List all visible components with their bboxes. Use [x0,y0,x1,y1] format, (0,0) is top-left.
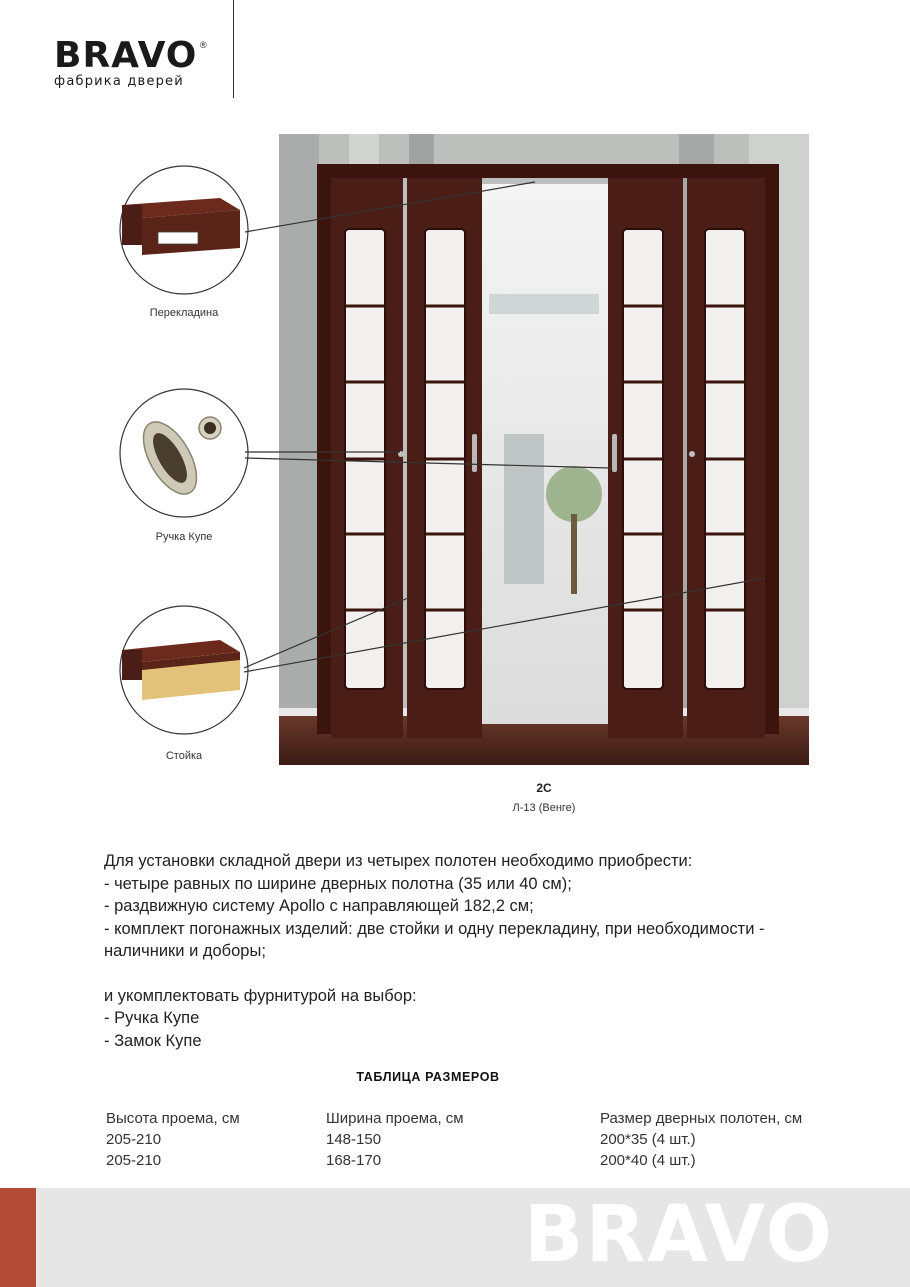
table-header: Высота проема, см [106,1110,240,1127]
table-cell: 205-210 [106,1152,162,1169]
size-table-column-leaf-size [600,1108,802,1171]
table-header: Размер дверных полотен, см [600,1110,803,1127]
size-table-column-width [326,1108,464,1171]
size-table-title: ТАБЛИЦА РАЗМЕРОВ [356,1070,500,1084]
accessories-intro: и укомплектовать фурнитурой на выбор: [104,986,417,1005]
brand-logo [54,35,207,89]
product-model: 2С [536,781,552,795]
coupe-handle-icon [133,413,221,502]
registered-mark: ® [200,40,207,50]
table-cell: 200*40 (4 шт.) [600,1152,696,1169]
description-line: Для установки складной двери из четырех полотен необходимо приобрести: [104,852,693,870]
table-cell: 148-150 [326,1131,382,1148]
callout-label-crossbar: Перекладина [149,307,219,319]
jamb-profile-icon [122,640,240,700]
product-finish: Л-13 (Венге) [512,802,576,814]
brand-name: BRAVO [54,35,198,76]
table-cell: 168-170 [326,1152,382,1169]
table-header: Ширина проема, см [326,1110,464,1127]
description-line: - комплект погонажных изделий: две стойки и одну перекладину, при необходимости - [104,919,765,938]
footer-band [0,1188,910,1287]
accessory-item: - Замок Купе [104,1031,202,1050]
description-line: - раздвижную систему Apollo с направляющей 182,2 см; [104,897,534,915]
callout-label-handle: Ручка Купе [155,531,213,543]
crossbar-profile-icon [122,198,240,255]
footer-accent-bar [0,1188,36,1287]
description-line: наличники и доборы; [104,942,266,960]
table-cell: 200*35 (4 шт.) [600,1131,696,1148]
brand-tagline: фабрика дверей [54,74,184,89]
table-cell: 205-210 [106,1131,162,1148]
description-line: - четыре равных по ширине дверных полотна (35 или 40 см); [104,874,572,893]
installation-description [104,850,824,1052]
product-photo [279,134,809,765]
size-table-column-height [106,1108,240,1171]
accessory-item: - Ручка Купе [104,1009,200,1027]
callout-label-jamb: Стойка [165,750,203,762]
header-divider [233,0,234,98]
footer-brand-watermark: BRAVO [524,1190,834,1280]
